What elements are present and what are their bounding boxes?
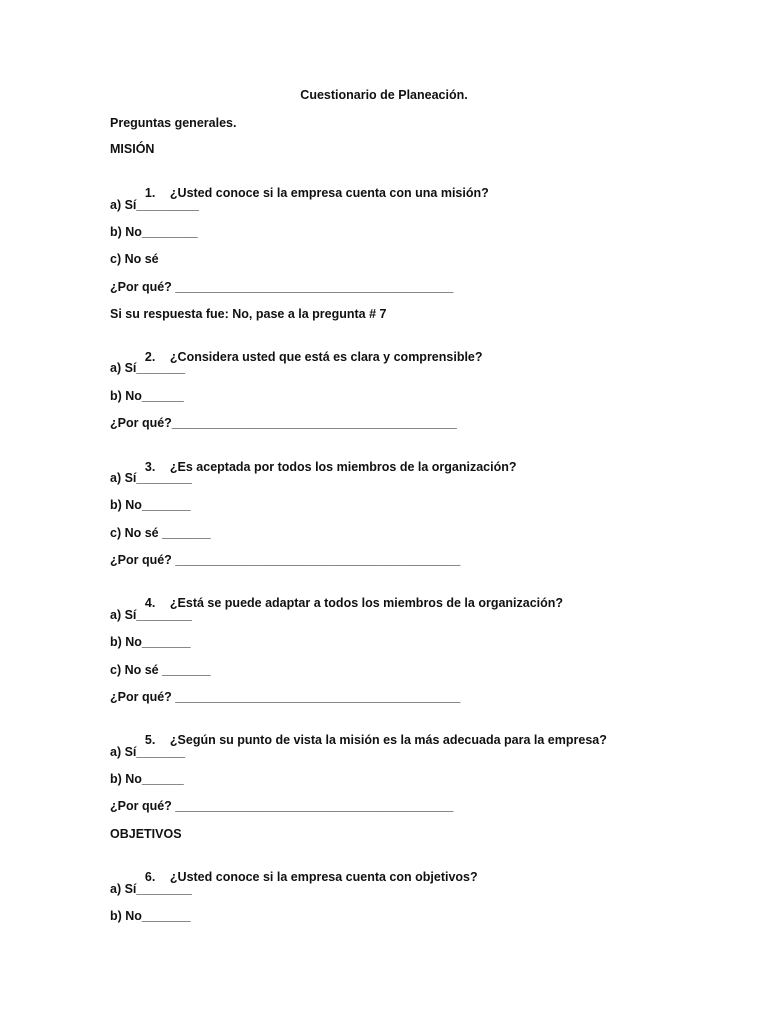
answer-option: a) Sí_______	[110, 745, 186, 759]
document-subtitle: Preguntas generales.	[110, 116, 237, 130]
section-heading-mision: MISIÓN	[110, 142, 155, 156]
question-number: 3.	[144, 460, 156, 474]
question-text: ¿Usted conoce si la empresa cuenta con una misión?	[169, 186, 489, 200]
why-line: ¿Por qué?_________________________________________	[110, 416, 457, 430]
answer-option: b) No_______	[110, 498, 191, 512]
answer-option: a) Sí________	[110, 882, 193, 896]
skip-note: Si su respuesta fue: No, pase a la pregunta # 7	[110, 307, 387, 321]
question-number: 2.	[144, 350, 156, 364]
why-line: ¿Por qué? _________________________________________	[110, 690, 461, 704]
answer-option: b) No_______	[110, 909, 191, 923]
answer-option: a) Sí_________	[110, 198, 199, 212]
answer-option: c) No sé _______	[110, 663, 211, 677]
question-number: 4.	[144, 596, 156, 610]
section-heading-objetivos: OBJETIVOS	[110, 827, 182, 841]
answer-option: c) No sé	[110, 252, 159, 266]
why-line: ¿Por qué? ________________________________________	[110, 280, 454, 294]
question-5	[131, 716, 607, 764]
question-text: ¿Está se puede adaptar a todos los miembros de la organización?	[169, 596, 564, 610]
answer-option: b) No_______	[110, 635, 191, 649]
answer-option: b) No________	[110, 225, 198, 239]
answer-option: b) No______	[110, 772, 184, 786]
question-number: 5.	[144, 733, 156, 747]
question-number: 1.	[144, 186, 156, 200]
answer-option: c) No sé _______	[110, 526, 211, 540]
question-number: 6.	[144, 870, 156, 884]
document-title: Cuestionario de Planeación.	[300, 88, 468, 102]
answer-option: a) Sí________	[110, 608, 193, 622]
question-text: ¿Usted conoce si la empresa cuenta con objetivos?	[169, 870, 478, 884]
why-line: ¿Por qué? ________________________________________	[110, 799, 454, 813]
answer-option: a) Sí________	[110, 471, 193, 485]
question-text: ¿Según su punto de vista la misión es la más adecuada para la empresa?	[169, 733, 607, 747]
answer-option: b) No______	[110, 389, 184, 403]
question-text: ¿Es aceptada por todos los miembros de la organización?	[169, 460, 517, 474]
question-text: ¿Considera usted que está es clara y comprensible?	[169, 350, 483, 364]
answer-option: a) Sí_______	[110, 361, 186, 375]
why-line: ¿Por qué? _________________________________________	[110, 553, 461, 567]
question-4	[131, 579, 563, 627]
